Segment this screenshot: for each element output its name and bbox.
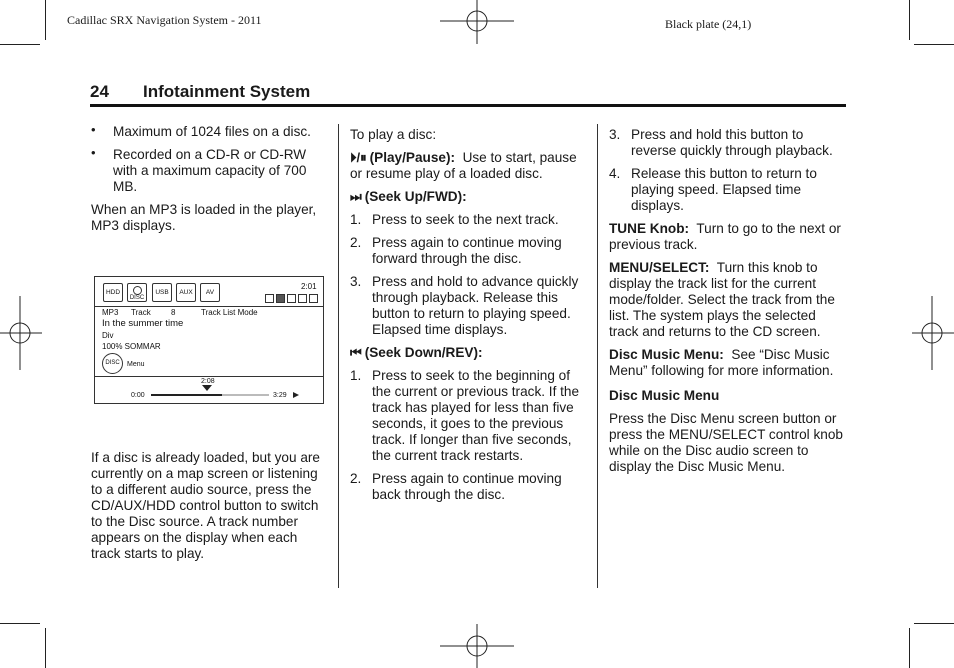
album: 100% SOMMAR	[102, 342, 161, 351]
progress-track	[151, 394, 269, 396]
column-divider	[338, 124, 339, 588]
crop-mark	[909, 628, 910, 668]
disc-music-menu-heading: Disc Music Menu	[609, 388, 720, 403]
list-item: 3. Press and hold this button to reverse quickly through playback.	[609, 127, 833, 158]
menu-select-paragraph: MENU/SELECT: Turn this knob to display the track list for the current mode/folder. Select the track from the list. The system plays the selected track and returns to the CD screen.	[609, 260, 835, 339]
column-divider	[597, 124, 598, 588]
disc-button: DISC	[127, 283, 147, 302]
start-time: 0:00	[131, 392, 145, 399]
position-marker-icon	[202, 385, 212, 391]
disc-paragraph: If a disc is already loaded, but you are currently on a map screen or listening to a different audio source, press the CD/AUX/HDD control button to switch to the Disc source. A track number appears on the display when each track starts to play.	[91, 450, 320, 561]
crop-mark	[45, 628, 46, 668]
registration-mark-bottom	[440, 624, 514, 668]
list-item: 1. Press to seek to the next track.	[350, 212, 559, 227]
disc-screen-illustration	[94, 276, 324, 404]
crop-mark	[914, 44, 954, 45]
disc-music-menu-paragraph: Disc Music Menu: See “Disc Music Menu” following for more information.	[609, 347, 834, 378]
clock: 2:01	[301, 282, 317, 291]
hdd-button: HDD	[103, 283, 123, 302]
mp3-paragraph: When an MP3 is loaded in the player, MP3 displays.	[91, 202, 317, 233]
track-label: Track	[131, 308, 151, 317]
end-time: 3:29	[273, 392, 287, 399]
bullet-item: • Maximum of 1024 files on a disc.	[91, 122, 311, 139]
song-title: In the summer time	[102, 318, 184, 329]
crop-mark	[909, 0, 910, 40]
intro-text: To play a disc:	[350, 127, 437, 142]
elapsed-marker: 2:08	[201, 378, 215, 385]
seek-back-icon: ⏮	[350, 345, 362, 360]
disc-music-menu-text: Press the Disc Menu screen button or press the MENU/SELECT control knob while on the Disc audio screen to display the Disc Music Menu.	[609, 411, 843, 474]
disc-icon	[133, 286, 142, 295]
crop-mark	[0, 44, 40, 45]
status-icons	[265, 294, 318, 303]
header-left: Cadillac SRX Navigation System - 2011	[67, 13, 262, 27]
title-bar	[90, 80, 846, 107]
play-icon	[293, 392, 299, 398]
track-mode: Track List Mode	[201, 308, 258, 317]
list-item: 2. Press again to continue moving forward through the disc.	[350, 235, 562, 266]
column-2	[350, 127, 582, 510]
status-icon	[276, 294, 285, 303]
section-title: Infotainment System	[143, 82, 311, 101]
list-item: 3. Press and hold to advance quickly through playback. Release this button to return to playing speed. Elapsed time displays.	[350, 274, 579, 337]
status-icon	[309, 294, 318, 303]
tune-knob-paragraph: TUNE Knob: Turn to go to the next or previous track.	[609, 221, 841, 252]
registration-mark-top	[440, 0, 514, 44]
menu-label: Menu	[127, 361, 145, 368]
crop-mark	[0, 623, 40, 624]
list-item: 4. Release this button to return to playing speed. Elapsed time displays.	[609, 166, 817, 213]
play-pause-icon: ⏵/⏸	[350, 150, 367, 165]
list-item: 2. Press again to continue moving back through the disc.	[350, 471, 562, 502]
status-icon	[298, 294, 307, 303]
status-icon	[265, 294, 274, 303]
crop-mark	[45, 0, 46, 40]
seek-up-heading: ⏭ (Seek Up/FWD):	[350, 189, 467, 204]
seek-down-heading: ⏮ (Seek Down/REV):	[350, 345, 483, 360]
artist: Div	[102, 331, 114, 340]
format-label: MP3	[102, 308, 119, 317]
av-button: AV	[200, 283, 220, 302]
play-pause-paragraph: ⏵/⏸ (Play/Pause): Use to start, pause or resume play of a loaded disc.	[350, 150, 577, 181]
seek-forward-icon: ⏭	[350, 189, 362, 204]
column-1	[91, 124, 327, 241]
column-3	[609, 127, 847, 482]
page-number: 24	[90, 82, 109, 101]
bullet-item: • Recorded on a CD-R or CD-RW with a maximum capacity of 700 MB.	[91, 145, 307, 194]
status-icon	[287, 294, 296, 303]
header-right: Black plate (24,1)	[665, 17, 752, 31]
disc-menu-button: DISC	[102, 353, 123, 374]
registration-mark-left	[0, 296, 42, 370]
progress-fill	[151, 394, 222, 396]
list-item: 1. Press to seek to the beginning of the current or previous track. If the track has played for less than five seconds, it goes to the previous track. If longer than five seconds, the current track restarts.	[350, 368, 580, 463]
track-number: 8	[171, 308, 176, 317]
usb-button: USB	[152, 283, 172, 302]
screen-divider	[95, 306, 323, 307]
crop-mark	[914, 623, 954, 624]
aux-button: AUX	[176, 283, 196, 302]
column-1-lower	[91, 450, 327, 569]
registration-mark-right	[912, 296, 954, 370]
